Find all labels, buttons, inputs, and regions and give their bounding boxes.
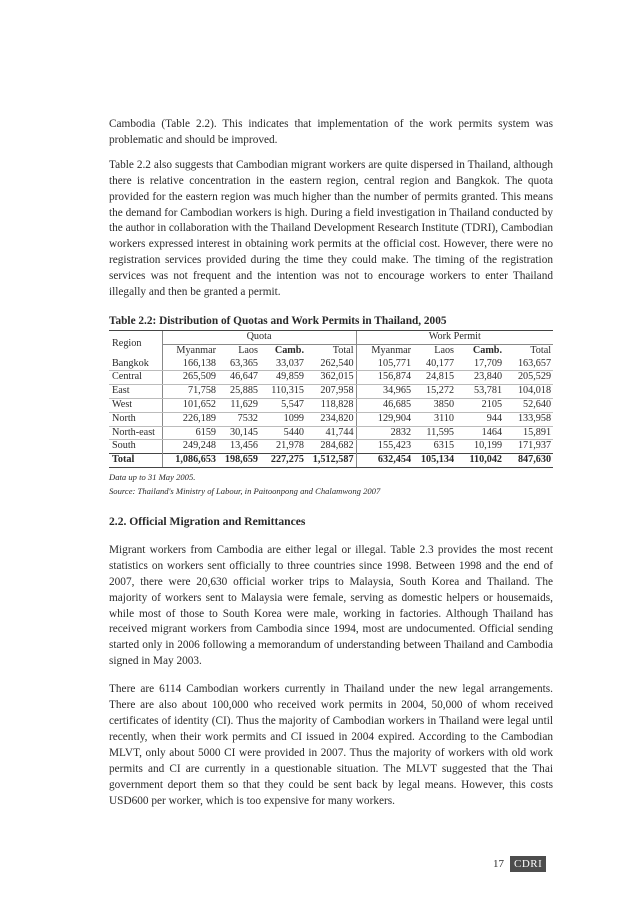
table-cell: 226,189 xyxy=(162,412,218,426)
table-header-row-2 xyxy=(109,344,553,357)
col-header: Camb. xyxy=(472,344,503,356)
table-cell: 41,744 xyxy=(306,426,356,440)
table-cell: 227,275 xyxy=(260,454,306,468)
table-cell: 17,709 xyxy=(456,358,504,371)
table-cell: 21,978 xyxy=(275,440,304,452)
table-cell: 34,965 xyxy=(356,385,413,399)
table-cell: 105,771 xyxy=(356,358,413,371)
table-cell: 1,086,653 xyxy=(162,454,218,468)
work-permit-header: Work Permit xyxy=(356,330,553,344)
table-cell: 171,937 xyxy=(517,440,552,452)
section-heading: 2.2. Official Migration and Remittances xyxy=(109,514,306,528)
table-cell: 2832 xyxy=(356,426,413,440)
table-cell: 7532 xyxy=(218,412,260,426)
table-cell: 71,758 xyxy=(162,385,218,399)
region-cell: Bangkok xyxy=(109,358,162,371)
table-row xyxy=(109,426,553,440)
table-cell: 362,015 xyxy=(306,371,356,385)
table-cell: 234,820 xyxy=(306,412,356,426)
table-cell: 15,891 xyxy=(504,426,553,440)
table-cell: 1464 xyxy=(456,426,504,440)
table-cell: 24,815 xyxy=(413,371,456,385)
col-header: Laos xyxy=(238,344,258,356)
table-cell: 101,652 xyxy=(162,398,218,412)
table-caption: Table 2.2: Distribution of Quotas and Work Permits in Thailand, 2005 xyxy=(109,314,447,327)
col-header: Myanmar xyxy=(162,344,218,357)
table-cell: 63,365 xyxy=(218,358,260,371)
table-row xyxy=(109,358,553,371)
quota-header: Quota xyxy=(162,330,356,344)
table-cell: 1099 xyxy=(260,412,306,426)
table-cell: 13,456 xyxy=(229,440,258,452)
table-cell: 11,629 xyxy=(218,398,260,412)
table-cell: 198,659 xyxy=(218,454,260,468)
table-cell: 163,657 xyxy=(504,358,553,371)
table-total-row xyxy=(109,454,553,468)
table-header-row-1 xyxy=(109,330,553,344)
table-cell: 156,874 xyxy=(356,371,413,385)
table-cell: 53,781 xyxy=(456,385,504,399)
table-cell: 33,037 xyxy=(260,358,306,371)
table-source: Source: Thailand's Ministry of Labour, in Paitoonpong and Chalamwong 2007 xyxy=(109,485,381,496)
table-cell: 40,177 xyxy=(413,358,456,371)
table-cell: 205,529 xyxy=(504,371,553,385)
table-cell: 155,423 xyxy=(356,440,413,454)
col-header: Total xyxy=(530,344,552,356)
table-cell: 46,647 xyxy=(218,371,260,385)
table-cell: 207,958 xyxy=(306,385,356,399)
region-cell: Total xyxy=(109,454,162,468)
table-row xyxy=(109,371,553,385)
table-note: Data up to 31 May 2005. xyxy=(109,471,196,482)
table-cell: 110,042 xyxy=(456,454,504,468)
brand-label: CDRI xyxy=(510,856,546,872)
table-cell: 3110 xyxy=(413,412,456,426)
table-cell: 166,138 xyxy=(162,358,218,371)
table-cell: 284,682 xyxy=(320,440,354,452)
table-row xyxy=(109,440,553,454)
paragraph-intro: Cambodia (Table 2.2). This indicates that implementation of the work permits system was problematic and should be improved. xyxy=(109,118,553,146)
table-cell: 6159 xyxy=(162,426,218,440)
table-cell: 262,540 xyxy=(306,358,356,371)
table-cell: 249,248 xyxy=(162,440,218,454)
paragraph-table-discussion: Table 2.2 also suggests that Cambodian migrant workers are quite dispersed in Thailand, although there is relative concentration in the eastern region, central region and Bangkok. The quota provided for the eastern region was much higher than the number of permits granted. This means the demand for Cambodian workers is high. During a field investigation in Thailand conducted by the author in collaboration with the Thailand Development Research Institute (TDRI), Cambodian workers expressed interest in obtaining work permits at the official cost. However, there were no registration services provided during the time they could make. The timing of the registration services was not frequent and the intention was not to encourage workers to enter Thailand illegally and then be granted a permit. xyxy=(109,158,554,299)
page-content xyxy=(109,117,553,809)
table-row xyxy=(109,385,553,399)
table-row xyxy=(109,412,553,426)
table-cell: 129,904 xyxy=(356,412,413,426)
region-cell: North xyxy=(109,412,162,426)
table-cell: 2105 xyxy=(456,398,504,412)
table-cell: 133,958 xyxy=(504,412,553,426)
col-header: Laos xyxy=(434,344,455,356)
region-cell: South xyxy=(112,440,136,452)
table-cell: 1,512,587 xyxy=(306,454,356,468)
table-cell: 23,840 xyxy=(456,371,504,385)
table-cell: 10,199 xyxy=(474,440,503,452)
page-footer xyxy=(493,856,546,872)
table-cell: 5440 xyxy=(260,426,306,440)
col-header: Total xyxy=(332,344,354,356)
table-cell: 110,315 xyxy=(260,385,306,399)
quota-permit-table xyxy=(109,330,553,468)
table-cell: 30,145 xyxy=(218,426,260,440)
page-number: 17 xyxy=(493,858,504,870)
region-cell: Central xyxy=(109,371,162,385)
paragraph-migration: Migrant workers from Cambodia are either legal or illegal. Table 2.3 provides the most recent statistics on workers sent officially to three countries since 1998. Between 1998 and the end of 2007, there were 20,630 official worker trips to Malaysia, South Korea and Thailand. The majority of workers sent to Malaysia were female, serving as domestic helpers or housemaids, while most of those to South Korea were male, working in factories. Although Thailand has received migrant workers from Cambodia since 1994, most are undocumented. Official sending started only in 2006 following a memorandum of understanding between Thailand and Cambodia signed in May 2003. xyxy=(109,543,553,668)
region-cell: West xyxy=(109,398,162,412)
table-cell: 104,018 xyxy=(504,385,553,399)
table-cell: 52,640 xyxy=(504,398,553,412)
table-cell: 105,134 xyxy=(413,454,456,468)
table-cell: 46,685 xyxy=(356,398,413,412)
paragraph-legal-status: There are 6114 Cambodian workers currently in Thailand under the new legal arrangements. There are also about 100,000 who received work permits in 2004, 50,000 of whom received certificates of identity (CI). Thus the majority of Cambodian workers in Thailand were legal until recently, when their work permits and CI issued in 2004 expired. According to the Cambodian MLVT, only about 5000 CI were provided in 2007. Thus the majority of workers with old work permits and CI are currently in a questionable situation. The MLVT suggested that the Thai government deport them so that they could be sent back by legal means. However, this costs USD600 per worker, which is too expensive for many workers. xyxy=(109,683,553,807)
region-header: Region xyxy=(109,330,162,357)
region-cell: East xyxy=(109,385,162,399)
table-cell: 6315 xyxy=(433,440,455,452)
table-cell: 15,272 xyxy=(413,385,456,399)
table-cell: 25,885 xyxy=(218,385,260,399)
table-row xyxy=(109,398,553,412)
region-cell: North-east xyxy=(109,426,162,440)
table-cell: 847,630 xyxy=(504,454,553,468)
table-cell: 3850 xyxy=(413,398,456,412)
table-cell: 49,859 xyxy=(260,371,306,385)
table-cell: 632,454 xyxy=(356,454,413,468)
table-cell: 118,828 xyxy=(306,398,356,412)
col-header: Myanmar xyxy=(356,344,413,357)
table-cell: 265,509 xyxy=(162,371,218,385)
col-header: Camb. xyxy=(274,344,304,356)
table-cell: 944 xyxy=(456,412,504,426)
table-cell: 5,547 xyxy=(260,398,306,412)
table-cell: 11,595 xyxy=(413,426,456,440)
